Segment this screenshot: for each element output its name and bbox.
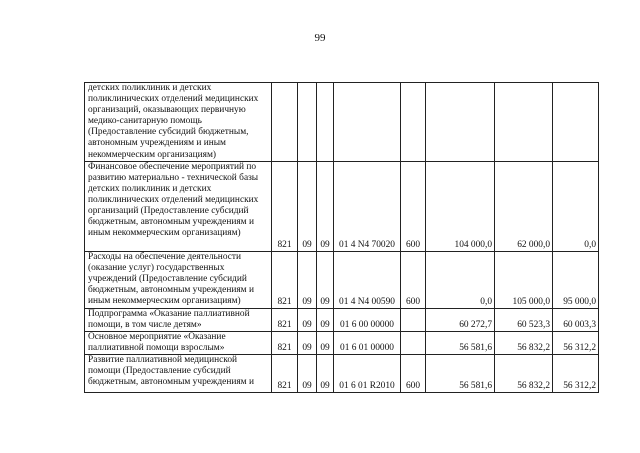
cell-expense-type: 600 [401, 355, 426, 393]
table-body [85, 83, 599, 393]
cell-sum-3 [553, 83, 599, 162]
cell-sum-3: 56 312,2 [553, 331, 599, 354]
cell-section: 09 [298, 331, 317, 354]
cell-target-article: 01 4 N4 00590 [334, 251, 401, 308]
cell-target-article: 01 6 01 00000 [334, 331, 401, 354]
cell-ved: 821 [272, 161, 298, 251]
cell-expense-type [401, 83, 426, 162]
cell-sum-3: 0,0 [553, 161, 599, 251]
cell-description: Финансовое обеспечение мероприятий по развитию материально - технической базы детских поликлиник и детских поликлинических отделений медицинских организаций (Предоставление субсидий бюджетным, автономным учреждениям и иным некоммерческим организациям) [85, 161, 272, 251]
cell-ved: 821 [272, 355, 298, 393]
cell-section: 09 [298, 308, 317, 331]
cell-ved: 821 [272, 308, 298, 331]
cell-section: 09 [298, 161, 317, 251]
cell-subsection: 09 [317, 161, 334, 251]
cell-sum-1: 0,0 [426, 251, 495, 308]
cell-description: детских поликлиник и детских поликлинических отделений медицинских организаций, оказывающих первичную медико-санитарную помощь (Предоставление субсидий бюджетным, автономным учреждениям и иным некоммерческим организациям) [85, 83, 272, 162]
cell-sum-1: 56 581,6 [426, 331, 495, 354]
table-row [85, 308, 599, 331]
cell-ved: 821 [272, 251, 298, 308]
cell-section: 09 [298, 355, 317, 393]
cell-subsection: 09 [317, 308, 334, 331]
table-row [85, 251, 599, 308]
cell-target-article: 01 6 01 R2010 [334, 355, 401, 393]
cell-subsection: 09 [317, 251, 334, 308]
cell-expense-type: 600 [401, 161, 426, 251]
cell-sum-3: 56 312,2 [553, 355, 599, 393]
cell-sum-2: 105 000,0 [495, 251, 553, 308]
budget-table [84, 82, 599, 393]
cell-subsection: 09 [317, 331, 334, 354]
cell-sum-1 [426, 83, 495, 162]
cell-description: Подпрограмма «Оказание паллиативной помощи, в том числе детям» [85, 308, 272, 331]
cell-target-article: 01 4 N4 70020 [334, 161, 401, 251]
table-row [85, 83, 599, 162]
cell-subsection [317, 83, 334, 162]
cell-ved [272, 83, 298, 162]
cell-sum-2 [495, 83, 553, 162]
cell-description: Развитие паллиативной медицинской помощи (Предоставление субсидий бюджетным, автономным учреждениям и [85, 355, 272, 393]
cell-sum-2: 62 000,0 [495, 161, 553, 251]
cell-sum-1: 104 000,0 [426, 161, 495, 251]
cell-expense-type: 600 [401, 251, 426, 308]
cell-ved: 821 [272, 331, 298, 354]
table-row [85, 161, 599, 251]
cell-sum-2: 56 832,2 [495, 355, 553, 393]
table-row [85, 355, 599, 393]
cell-target-article: 01 6 00 00000 [334, 308, 401, 331]
cell-sum-3: 60 003,3 [553, 308, 599, 331]
cell-section [298, 83, 317, 162]
cell-sum-3: 95 000,0 [553, 251, 599, 308]
cell-section: 09 [298, 251, 317, 308]
cell-sum-2: 56 832,2 [495, 331, 553, 354]
cell-sum-2: 60 523,3 [495, 308, 553, 331]
cell-sum-1: 56 581,6 [426, 355, 495, 393]
cell-expense-type [401, 308, 426, 331]
cell-subsection: 09 [317, 355, 334, 393]
cell-description: Расходы на обеспечение деятельности (оказание услуг) государственных учреждений (Предоставление субсидий бюджетным, автономным учреждениям и иным некоммерческим организациям) [85, 251, 272, 308]
cell-expense-type [401, 331, 426, 354]
table-row [85, 331, 599, 354]
cell-description: Основное мероприятие «Оказание паллиативной помощи взрослым» [85, 331, 272, 354]
page-number: 99 [314, 32, 326, 44]
cell-target-article [334, 83, 401, 162]
cell-sum-1: 60 272,7 [426, 308, 495, 331]
